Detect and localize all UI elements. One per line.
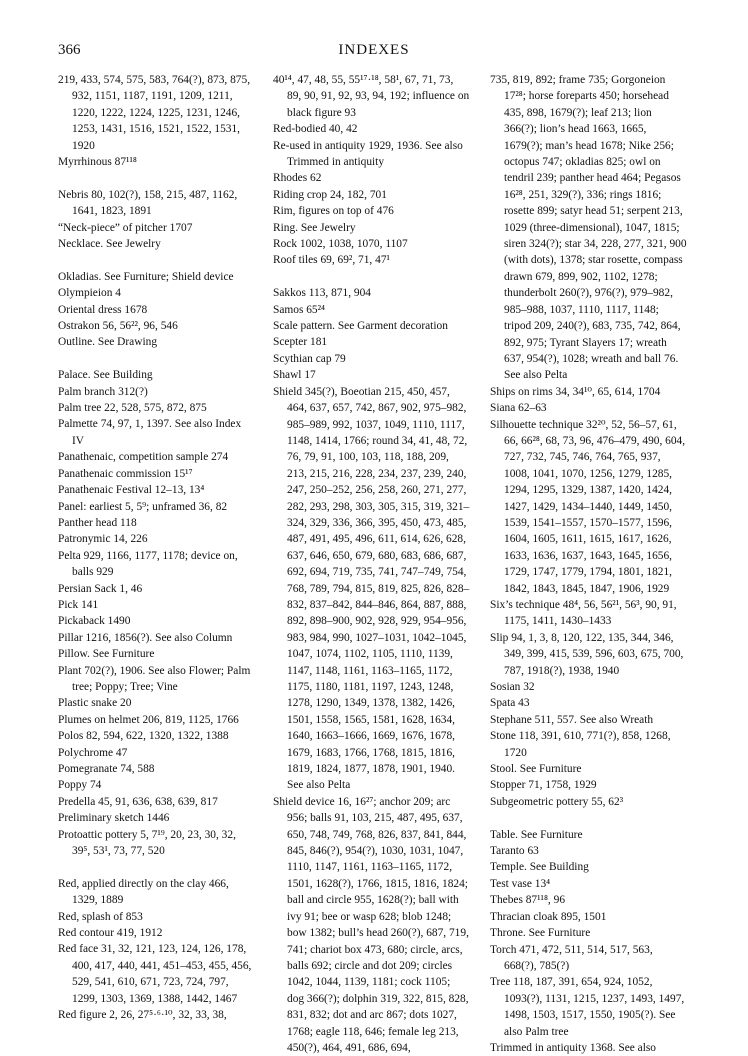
index-entry: Okladias. See Furniture; Shield device [58,270,234,283]
index-entry: Outline. See Drawing [58,336,158,349]
index-entry: Scale pattern. See Garment decoration [273,320,448,333]
index-entry: Taranto 63 [490,845,539,858]
index-entry: Throne. See Furniture [490,927,591,940]
index-entry: Pick 141 [58,598,99,611]
entry-spacer [58,859,255,875]
index-entry: Riding crop 24, 182, 701 [273,188,387,201]
index-entry: Necklace. See Jewelry [58,238,161,251]
index-entry: Red figure 2, 26, 27⁵·⁶·¹⁰, 32, 33, 38, [58,1009,227,1022]
index-entry: Ostrakon 56, 56²², 96, 546 [58,320,178,333]
index-entry: Pelta 929, 1166, 1177, 1178; device on, balls 929 [58,549,238,579]
index-entry: Stone 118, 391, 610, 771(?), 858, 1268, 1720 [490,730,671,759]
index-entry: Persian Sack 1, 46 [58,582,143,595]
index-entry: Stephane 511, 557. See also Wreath [490,713,654,726]
index-entry: Stool. See Furniture [490,763,582,776]
index-entry: 40¹⁴, 47, 48, 55, 55¹⁷·¹⁸, 58¹, 67, 71, 73, 89, 90, 91, 92, 93, 94, 192; influence on black figure 93 [273,74,470,119]
index-entry: Preliminary sketch 1446 [58,812,170,825]
index-entry: Sakkos 113, 871, 904 [273,287,371,300]
index-entry: Slip 94, 1, 3, 8, 120, 122, 135, 344, 346, 349, 399, 415, 539, 596, 603, 675, 700, 787, 1918(?), 1938, 1940 [490,631,684,677]
index-entry: Ring. See Jewelry [273,221,356,234]
index-entry: Poppy 74 [58,779,102,792]
index-entry: Panathenaic commission 15¹⁷ [58,467,193,480]
index-entry: Scepter 181 [273,336,328,349]
index-entry: Subgeometric pottery 55, 62³ [490,795,624,808]
index-entry: Re-used in antiquity 1929, 1936. See also Trimmed in antiquity [273,139,463,169]
index-entry: Shield 345(?), Boeotian 215, 450, 457, 464, 637, 657, 742, 867, 902, 975–982, 985–989, 992, 1037, 1049, 1110, 1117, 1148, 1414, 1766; round 34, 41, 48, 72, 76, 79, 91, 100, 103, 118, 188, 209, 213, 215, 216, 228, 234, 237, 239, 240, 247, 250–252, 256, 258, 260, 271, 277, 282, 293, 298, 303, 305, 315, 319, 321–324, 329, 336, 366, 395, 450, 473, 485, 487, 491, 495, 496, 611, 614, 626, 628, 637, 646, 650, 679, 680, 683, 686, 687, 692, 694, 719, 735, 741, 747–749, 754, 768, 789, 794, 815, 819, 825, 826, 828–832, 837–842, 844–846, 864, 887, 888, 892, 898–900, 902, 928, 929, 954–956, 983, 984, 990, 1027–1031, 1042–1045, 1047, 1074, 1102, 1105, 1110, 1139, 1147, 1148, 1161, 1163–1165, 1172, 1175, 1180, 1181, 1197, 1243, 1248, 1278, 1290, 1349, 1378, 1382, 1426, 1501, 1558, 1565, 1581, 1628, 1634, 1640, 1663–1666, 1669, 1676, 1678, 1679, 1683, 1766, 1768, 1815, 1816, 1819, 1824, 1877, 1878, 1901, 1940. See also Pelta [273,385,470,792]
index-entry: Oriental dress 1678 [58,303,148,316]
index-entry: Red, applied directly on the clay 466, 1329, 1889 [58,877,229,907]
index-entry: Pillar 1216, 1856(?). See also Column [58,631,233,644]
index-entry: Olympieion 4 [58,287,121,300]
entry-spacer [58,170,255,186]
index-entry: Spata 43 [490,697,530,710]
index-entry: Siana 62–63 [490,402,547,415]
index-entry: Palm tree 22, 528, 575, 872, 875 [58,402,207,415]
entry-spacer [58,252,255,268]
index-entry: Nebris 80, 102(?), 158, 215, 487, 1162, 1641, 1823, 1891 [58,188,238,218]
index-entry: Palace. See Building [58,369,153,382]
index-entry: Temple. See Building [490,861,589,874]
index-entry: Protoattic pottery 5, 7¹⁹, 20, 23, 30, 32, 39⁵, 53¹, 73, 77, 520 [58,828,236,858]
index-entry: Six’s technique 48⁴, 56, 56²¹, 56³, 90, 91, 1175, 1411, 1430–1433 [490,599,677,628]
index-entry: Shield device 16, 16²⁷; anchor 209; arc 956; balls 91, 103, 215, 487, 495, 637, 650, 748, 749, 768, 826, 837, 841, 844, 845, 846(?), 954(?), 1030, 1031, 1047, 1110, 1147, 1161, 1163–1165, 1172, 1501, 1628(?), 1766, 1815, 1816, 1824; ball and circle 955, 1628(?); ball with ivy 91; bee or wasp 628; blob 1248; bow 1382; bull’s head 260(?), 687, 719, 741; chariot box 473, 680; circle, arcs, balls 692; circle and dot 209; circles 1042, 1044, 1139, 1181; cock 1105; dog 366(?); dolphin 319, 322, 815, 828, 831, 832; dot and arc 867; dots 1027, 1768; eagle 118, 646; female leg 213, 450(?), 464, 491, 686, 694, [273,795,469,1054]
index-entry: Thracian cloak 895, 1501 [490,910,607,923]
index-entry: Red face 31, 32, 121, 123, 124, 126, 178, 400, 417, 440, 441, 451–453, 455, 456, 529, 541, 610, 671, 723, 724, 797, 1299, 1303, 1369, 1388, 1442, 1467 [58,943,252,1005]
index-entry: Palmette 74, 97, 1, 1397. See also Index IV [58,418,242,447]
entry-spacer [490,810,687,826]
index-entry: Test vase 13⁴ [490,877,551,890]
index-entry: Panathenaic, competition sample 274 [58,451,229,464]
index-column-2 [273,72,470,1056]
index-entry: 735, 819, 892; frame 735; Gorgoneion 17²⁸; horse foreparts 450; horsehead 435, 898, 1679(?); leaf 213; lion 366(?); lion’s head 1663, 1665, 1679(?); man’s head 1678; Nike 256; octopus 747; okladias 825; owl on tendril 239; panther head 464; Pegasos 16²⁸, 251, 329(?), 336; rings 1816; rosette 899; satyr head 51; serpent 213, 1029 (three-dimensional), 1047, 1815; siren 324(?); star 34, 228, 277, 321, 900 (with dots), 1378; star rosette, compass drawn 679, 899, 902, 1102, 1278; thunderbolt 260(?), 976(?), 979–982, 985–988, 1037, 1110, 1117, 1148; tripod 209, 240(?), 683, 735, 742, 864, 892, 975; Tyrant Slayers 17; wreath 637, 954(?), 1028; wreath and ball 76. See also Pelta [490,74,687,382]
page-header [58,42,690,64]
index-entry: Plant 702(?), 1906. See also Flower; Palm tree; Poppy; Tree; Vine [58,664,251,693]
index-column-3 [490,72,687,1056]
page-number: 366 [58,42,81,58]
index-entry: Torch 471, 472, 511, 514, 517, 563, 668(?), 785(?) [490,943,653,972]
index-entry: Palm branch 312(?) [58,385,148,398]
index-entry: Stopper 71, 1758, 1929 [490,779,597,792]
index-entry: Plumes on helmet 206, 819, 1125, 1766 [58,713,239,726]
index-entry: Shawl 17 [273,369,316,382]
index-entry: Plastic snake 20 [58,697,132,710]
index-entry: Panel: earliest 5, 5⁹; unframed 36, 82 [58,500,228,513]
index-entry: Trimmed in antiquity 1368. See also [490,1041,657,1054]
entry-spacer [58,351,255,367]
entry-spacer [273,269,470,285]
index-entry: 219, 433, 574, 575, 583, 764(?), 873, 875, 932, 1151, 1187, 1191, 1209, 1211, 1220, 1222, 1224, 1225, 1231, 1246, 1253, 1431, 1516, 1521, 1522, 1531, 1920 [58,74,251,152]
index-entry: Red-bodied 40, 42 [273,123,358,136]
page-title: INDEXES [338,42,410,58]
index-entry: Panther head 118 [58,516,137,529]
index-entry: Panathenaic Festival 12–13, 13⁴ [58,484,205,497]
index-entry: Myrrhinous 87¹¹⁸ [58,156,137,169]
index-entry: Rhodes 62 [273,172,322,185]
index-entry: Sosian 32 [490,681,535,694]
index-entry: Pickaback 1490 [58,615,131,628]
index-entry: Red contour 419, 1912 [58,927,163,940]
index-entry: Samos 65²⁴ [273,303,326,316]
index-entry: Thebes 87¹¹⁸, 96 [490,894,566,907]
index-entry: Rim, figures on top of 476 [273,205,394,218]
index-entry: Pomegranate 74, 588 [58,763,155,776]
index-entry: Red, splash of 853 [58,910,143,923]
index-entry: “Neck-piece” of pitcher 1707 [58,221,193,234]
index-entry: Patronymic 14, 226 [58,533,148,546]
index-entry: Roof tiles 69, 69², 71, 47¹ [273,254,390,267]
index-entry: Rock 1002, 1038, 1070, 1107 [273,238,408,251]
index-entry: Predella 45, 91, 636, 638, 639, 817 [58,795,218,808]
index-entry: Silhouette technique 32²⁰, 52, 56–57, 61, 66, 66²⁸, 68, 73, 96, 476–479, 490, 604, 727, 732, 745, 746, 764, 765, 937, 1008, 1041, 1070, 1256, 1279, 1285, 1294, 1295, 1329, 1387, 1420, 1424, 1427, 1429, 1434–1440, 1449, 1450, 1539, 1541–1557, 1570–1577, 1596, 1604, 1605, 1611, 1615, 1617, 1626, 1633, 1636, 1637, 1643, 1645, 1656, 1729, 1747, 1779, 1794, 1801, 1821, 1842, 1843, 1845, 1847, 1906, 1929 [490,418,686,595]
index-entry: Table. See Furniture [490,828,583,841]
index-entry: Polos 82, 594, 622, 1320, 1322, 1388 [58,730,229,743]
index-entry: Pillow. See Furniture [58,648,155,661]
index-column-1 [58,72,255,1024]
index-entry: Tree 118, 187, 391, 654, 924, 1052, 1093(?), 1131, 1215, 1237, 1493, 1497, 1498, 1503, 1517, 1550, 1905(?). See also Palm tree [490,976,685,1038]
index-entry: Ships on rims 34, 34¹⁰, 65, 614, 1704 [490,385,661,398]
index-entry: Scythian cap 79 [273,352,346,365]
index-entry: Polychrome 47 [58,746,128,759]
